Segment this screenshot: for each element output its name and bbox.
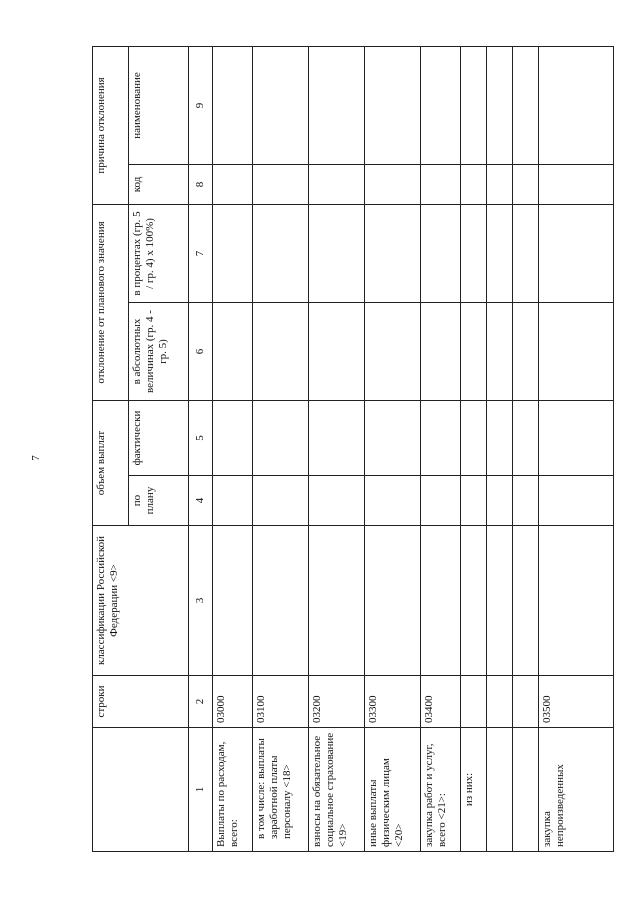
cell [213,46,253,164]
cell [309,476,365,526]
page-number: 7 [30,455,42,461]
table-row [461,46,487,851]
header-code: код [129,164,189,204]
cell [487,204,513,302]
cell [461,302,487,400]
cell [309,400,365,475]
cell [421,476,461,526]
expenses-table [92,46,614,852]
cell [487,302,513,400]
header-deviation: отклонение от планового значения [93,204,129,400]
cell [487,526,513,676]
cell [513,476,539,526]
row-name: закупка работ и услуг, всего <21>: [421,728,461,852]
cell [421,204,461,302]
row-name: в том числе: выплаты заработной платы персоналу <18> [253,728,309,852]
cell [213,204,253,302]
cell [213,476,253,526]
col-number: 2 [189,676,213,728]
cell [309,204,365,302]
row-code: 03000 [213,676,253,728]
cell [513,526,539,676]
table-row [539,46,614,851]
cell [213,526,253,676]
cell [253,164,309,204]
col-number: 5 [189,400,213,475]
cell [513,46,539,164]
row-name: Выплаты по расходам, всего: [213,728,253,852]
row-code: 03300 [365,676,421,728]
col-number: 1 [189,728,213,852]
table-row [365,46,421,851]
cell [253,476,309,526]
cell [461,526,487,676]
cell [365,400,421,475]
table-row [421,46,461,851]
header-abs: в абсолютных величинах (гр. 4 - гр. 5) [129,302,189,400]
header-classification: классификации Российской Федерации <9> [93,526,189,676]
cell [513,164,539,204]
cell [253,204,309,302]
cell [421,526,461,676]
col-number: 7 [189,204,213,302]
row-code: 03400 [421,676,461,728]
cell [421,164,461,204]
cell [365,526,421,676]
cell [213,400,253,475]
header-by-plan: по плану [129,476,189,526]
cell [487,164,513,204]
header-volume: объем выплат [93,400,129,525]
header-row-1 [93,46,129,851]
cell [461,476,487,526]
cell [309,164,365,204]
cell [309,526,365,676]
cell [365,204,421,302]
col-number: 6 [189,302,213,400]
cell [461,400,487,475]
cell [253,400,309,475]
cell [253,302,309,400]
cell [213,164,253,204]
header-reason: причина отклонения [93,46,129,204]
cell [421,46,461,164]
cell [461,46,487,164]
cell [539,526,614,676]
row-name: взносы на обязательное социальное страхование <19> [309,728,365,852]
cell [539,46,614,164]
row-name: иные выплаты физическим лицам <20> [365,728,421,852]
cell [513,204,539,302]
cell [461,204,487,302]
cell [421,400,461,475]
table-row [253,46,309,851]
cell [539,302,614,400]
cell [487,400,513,475]
cell [253,526,309,676]
table-row [487,46,513,851]
cell [213,302,253,400]
cell [539,204,614,302]
cell [513,302,539,400]
cell [539,476,614,526]
header-pct: в процентах (гр. 5 / гр. 4) x 100%) [129,204,189,302]
row-code [487,676,513,728]
cell [365,302,421,400]
cell [309,46,365,164]
header-col1-blank [93,728,189,852]
column-numbers-row [189,46,213,851]
row-code: 03100 [253,676,309,728]
header-line: строки [93,676,189,728]
col-number: 9 [189,46,213,164]
cell [487,46,513,164]
row-name [513,728,539,852]
table-row [309,46,365,851]
table-row [513,46,539,851]
row-code: 03200 [309,676,365,728]
cell [539,164,614,204]
col-number: 3 [189,526,213,676]
cell [461,164,487,204]
row-code [513,676,539,728]
row-name: из них: [461,728,487,852]
cell [253,46,309,164]
cell [421,302,461,400]
table-row [213,46,253,851]
col-number: 8 [189,164,213,204]
cell [487,476,513,526]
cell [539,400,614,475]
row-code [461,676,487,728]
row-code: 03500 [539,676,614,728]
header-actual: фактически [129,400,189,475]
cell [309,302,365,400]
cell [365,164,421,204]
row-name [487,728,513,852]
cell [365,476,421,526]
col-number: 4 [189,476,213,526]
cell [365,46,421,164]
header-name: наименование [129,46,189,164]
rotated-table-container [92,47,614,852]
row-name: закупка непроизведенных [539,728,614,852]
cell [513,400,539,475]
